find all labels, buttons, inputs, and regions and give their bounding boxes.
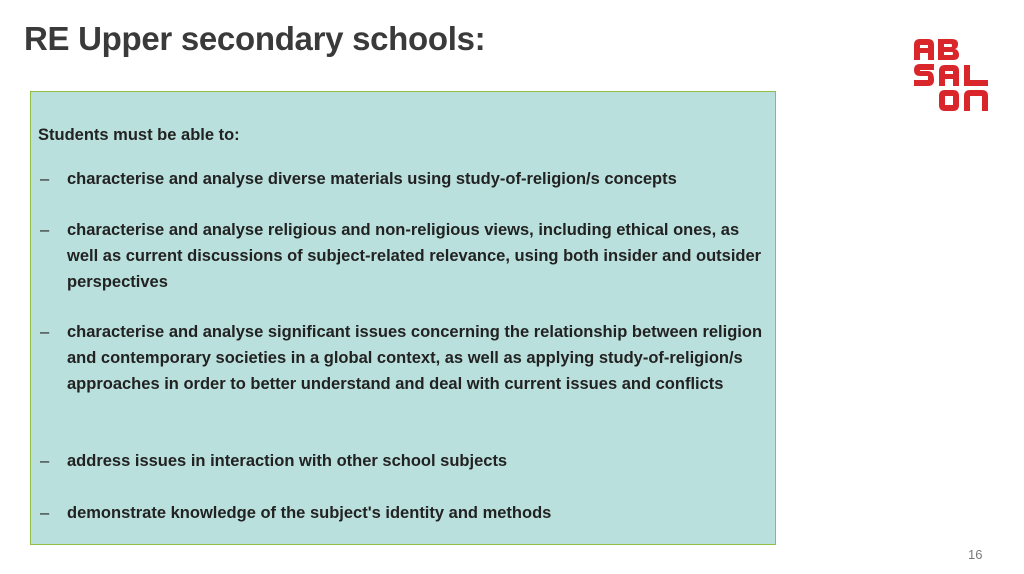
learning-goals-box (30, 91, 776, 545)
list-item-text: characterise and analyse religious and non-religious views, including ethical ones, as well as current discussions of subject-related relevance, using both insider and outsider perspectives (67, 221, 762, 291)
dash-bullet-icon: – (40, 504, 50, 522)
dash-bullet-icon: – (40, 323, 50, 341)
page-number: 16 (968, 547, 983, 562)
list-item-text: address issues in interaction with other school subjects (67, 452, 508, 470)
list-item-text: characterise and analyse significant issues concerning the relationship between religion and contemporary societies in a global context, as well as applying study-of-religion/s approaches in order to better understand and deal with current issues and conflicts (67, 323, 763, 393)
absalon-logo (912, 38, 990, 112)
list-item-text: characterise and analyse diverse materials using study-of-religion/s concepts (67, 170, 677, 188)
dash-bullet-icon: – (40, 221, 50, 239)
intro-text: Students must be able to: (38, 126, 240, 144)
dash-bullet-icon: – (40, 452, 50, 470)
absalon-logo-graphic (912, 38, 990, 112)
slide-title: RE Upper secondary schools: (24, 20, 486, 57)
list-item-text: demonstrate knowledge of the subject's identity and methods (67, 504, 552, 522)
dash-bullet-icon: – (40, 170, 50, 188)
